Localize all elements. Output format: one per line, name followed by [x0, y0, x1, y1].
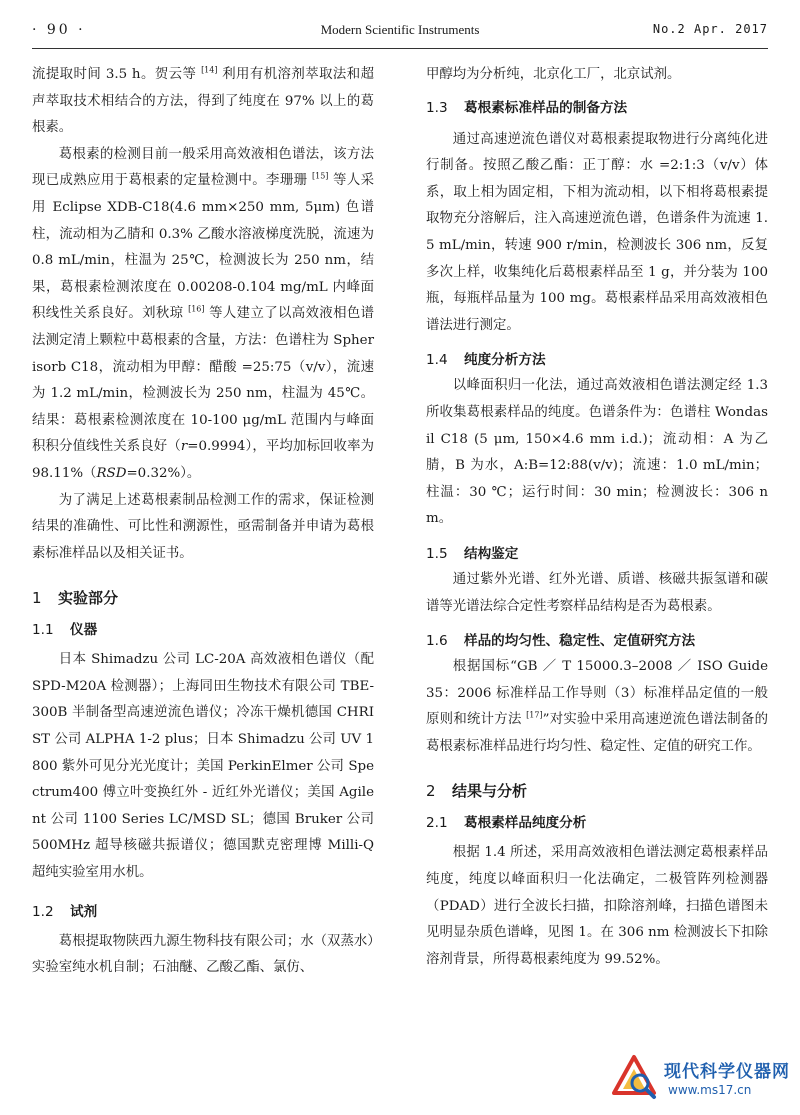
- text-run: =0.32%）。: [126, 465, 201, 481]
- section-number: 1.3: [426, 99, 448, 116]
- section-title: 结果与分析: [452, 782, 528, 801]
- running-header: [32, 22, 768, 42]
- section-number: 1.6: [426, 633, 448, 650]
- section-number: 2.1: [426, 815, 448, 832]
- section-number: 1.1: [32, 622, 54, 639]
- site-watermark: [610, 1051, 792, 1109]
- section-title: 试剂: [70, 903, 98, 920]
- section-heading-1-1: [32, 617, 374, 643]
- paragraph-extraction-refs: [32, 62, 374, 142]
- section-number: 1: [32, 589, 42, 608]
- paragraph-purpose: 为了满足上述葛根素制品检测工作的需求，保证检测结果的准确性、可比性和溯源性，亟需制备并申请为葛根素标准样品以及相关证书。: [32, 492, 374, 561]
- section-number: 1.4: [426, 352, 448, 369]
- paragraph-structure: 通过紫外光谱、红外光谱、质谱、核磁共振氢谱和碳谱等光谱法综合定性考察样品结构是否为葛根素。: [426, 571, 768, 614]
- section-title: 纯度分析方法: [464, 352, 546, 369]
- section-title: 样品的均匀性、稳定性、定值研究方法: [464, 633, 696, 650]
- citation-ref: [16]: [188, 304, 205, 314]
- text-run: 等人建立了以高效液相色谱法测定清上颗粒中葛根素的含量，方法：色谱柱为 Spherisorb C18，流动相为甲醇：醋酸 =25:75（v/v），流速为 1.2 mL/min，检测波长为 250 nm，柱温为 45℃。结果：葛根素检测浓度在 10-100 μg/mL 范围内与峰面积积分值线性关系良好（: [32, 306, 374, 455]
- right-column: [426, 62, 768, 973]
- magnifier-triangle-logo-icon: [610, 1053, 658, 1101]
- journal-name: Modern Scientific Instruments: [320, 22, 480, 37]
- issue-info: No.2 Apr. 2017: [652, 22, 768, 36]
- citation-ref: [14]: [201, 65, 218, 75]
- citation-ref: [15]: [312, 171, 329, 181]
- watermark-url: www.ms17.cn: [668, 1083, 752, 1097]
- section-number: 2: [426, 782, 436, 801]
- page-number: · 90 ·: [32, 22, 86, 38]
- text-run: 等人采用 Eclipse XDB-C18(4.6 mm×250 mm, 5μm) 色谱柱，流动相为乙腈和 0.3% 乙酸水溶液梯度洗脱，流速为 0.8 mL/min，柱温为 25℃，检测波长为 250 nm，结果，葛根素检测浓度在 0.00208-0.104 mg/mL 内峰面积线性关系良好。刘秋琼: [32, 173, 374, 322]
- watermark-site-name: 现代科学仪器网: [664, 1062, 790, 1082]
- text-run: =0.9994），平均加标回收率为 98.11%（: [32, 439, 375, 481]
- paragraph-preparation: 通过高速逆流色谱仪对葛根素提取物进行分离纯化进行制备。按照乙酸乙酯：正丁醇：水 =2:1:3（v/v）体系，取上相为固定相，下相为流动相，以下相将葛根素提取物充分溶解后，注入高速逆流色谱，色谱条件为流速 1.5 mL/min，转速 900 r/min，检测波长 306 nm，反复多次上样，收集纯化后葛根素样品至 1 g，并分装为 100 瓶，每瓶样品量为 100 mg。葛根素样品采用高效液相色谱法进行测定。: [426, 131, 768, 333]
- paragraph-reagents-cont: 甲醇均为分析纯，北京化工厂，北京试剂。: [426, 67, 681, 82]
- text-run: ”对实验中采用高速逆流色谱法制备的葛根素标准样品进行均匀性、稳定性、定值的研究工作。: [426, 712, 768, 754]
- section-number: 1.2: [32, 903, 54, 920]
- paragraph-reagents: 葛根提取物陕西九源生物科技有限公司；水（双蒸水）实验室纯水机自制；石油醚、乙酸乙酯、氯仿、: [32, 933, 374, 976]
- paragraph-purity-method: 以峰面积归一化法，通过高效液相色谱法测定经 1.3 所收集葛根素样品的纯度。色谱条件为：色谱柱 Wondasil C18 (5 μm, 150×4.6 mm i.d.)；流动相：A 为乙腈，B 为水，A:B=12:88(v/v)；流速：1.0 mL/min；柱温：30 ℃；运行时间：30 min；检测波长：306 nm。: [426, 378, 768, 527]
- section-heading-1-6: [426, 628, 768, 654]
- paragraph-instruments: 日本 Shimadzu 公司 LC-20A 高效液相色谱仪（配 SPD-M20A 检测器）；上海同田生物技术有限公司 TBE-300B 半制备型高速逆流色谱仪；冷冻干燥机德国 CHRIST 公司 ALPHA 1-2 plus；日本 Shimadzu 公司 UV 1800 紫外可见分光光度计；美国 PerkinElmer 公司 Spectrum400 傅立叶变换红外 - 近红外光谱仪；美国 Agilent 公司 1100 Series LC/MSD SL；德国 Bruker 公司 500MHz 超导核磁共振谱仪；德国默克密理博 Milli-Q 超纯实验室用水机。: [32, 652, 374, 881]
- section-heading-1-4: [426, 347, 768, 373]
- text-run: 根据国标“GB ／ T 15000.3–2008 ／ ISO Guide 35：2006 标准样品工作导则（3）标准样品定值的一般原则和统计方法: [426, 659, 768, 728]
- section-title: 结构鉴定: [464, 545, 519, 562]
- paragraph-detection-methods: [32, 142, 374, 488]
- paragraph-homogeneity: [426, 654, 768, 760]
- citation-ref: [17]: [526, 710, 543, 720]
- italic-symbol: r: [180, 439, 188, 455]
- text-run: 葛根素的检测目前一般采用高效液相色谱法，该方法现已成熟应用于葛根素的定量检测中。李珊珊: [32, 146, 374, 189]
- header-rule: [32, 48, 768, 49]
- section-number: 1.5: [426, 545, 448, 562]
- section-heading-2-1: [426, 810, 768, 836]
- section-title: 葛根素样品纯度分析: [464, 815, 587, 832]
- paragraph-purity-result: 根据 1.4 所述，采用高效液相色谱法测定葛根素样品纯度，纯度以峰面积归一化法确定，二极管阵列检测器（PDAD）进行全波长扫描，扣除溶剂峰，扫描色谱图未见明显杂质色谱峰，见图 1。在 306 nm 检测波长下扣除溶剂背景，所得葛根素纯度为 99.52%。: [426, 845, 768, 967]
- section-heading-1: [32, 585, 374, 611]
- section-heading-1-2: [32, 899, 374, 925]
- text-run: 利用有机溶剂萃取法和超声萃取技术相结合的方法，得到了纯度在 97% 以上的葛根素。: [32, 67, 374, 136]
- section-heading-1-3: [426, 95, 768, 121]
- section-title: 仪器: [70, 622, 98, 639]
- italic-symbol: RSD: [96, 465, 127, 481]
- section-title: 葛根素标准样品的制备方法: [464, 99, 628, 116]
- section-heading-2: [426, 778, 768, 804]
- section-title: 实验部分: [58, 589, 119, 608]
- text-run: 流提取时间 3.5 h。贺云等: [32, 67, 202, 82]
- left-column: [32, 62, 374, 982]
- section-heading-1-5: [426, 541, 768, 567]
